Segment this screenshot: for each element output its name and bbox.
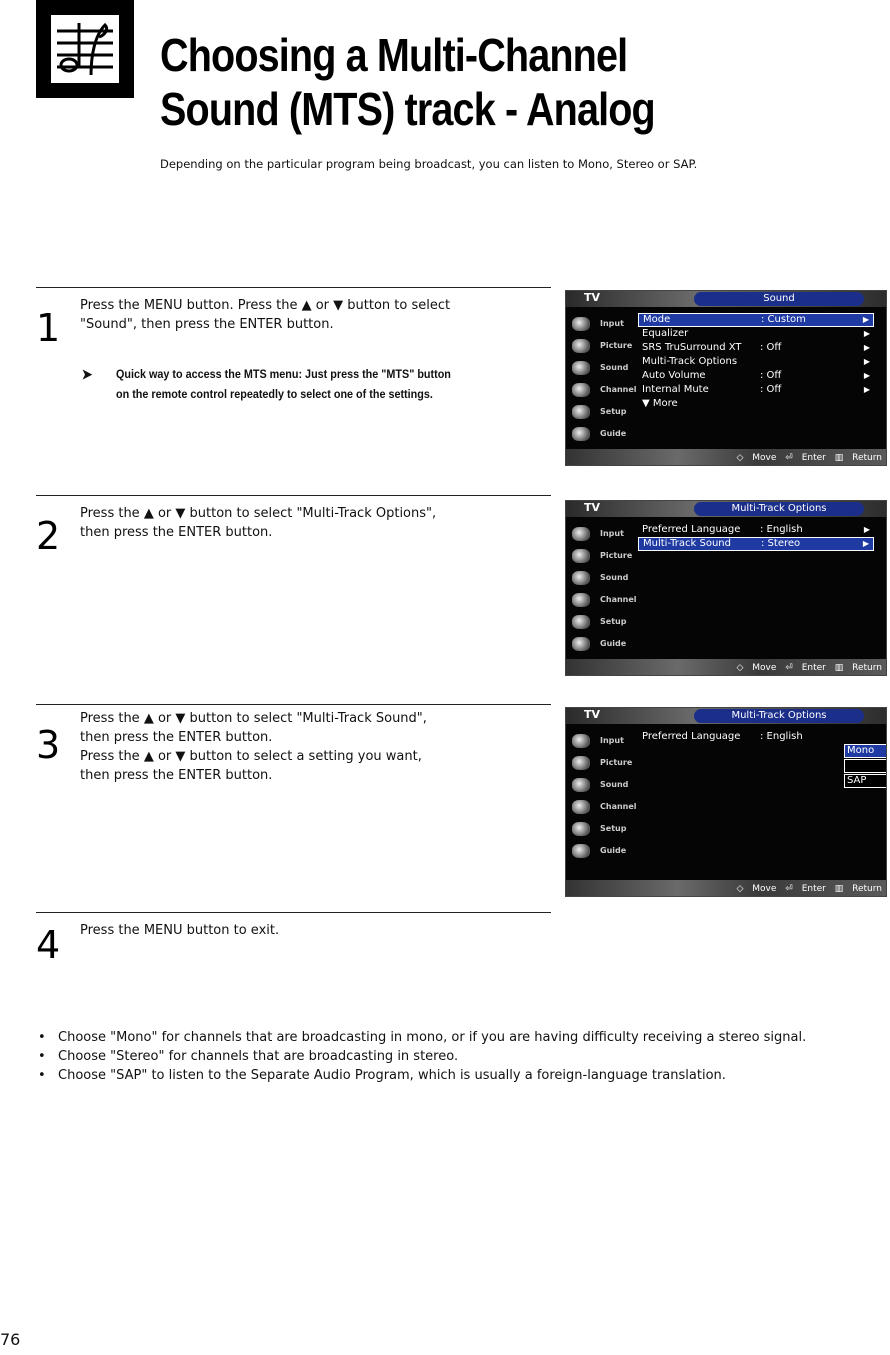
osd-item-label: Preferred Language (642, 731, 741, 742)
bullet-icon: • (38, 1049, 46, 1064)
osd-item-value: : Off (760, 384, 782, 395)
page-title (160, 28, 762, 136)
hint-label: Move (752, 663, 777, 673)
osd-item-label: Multi-Track Options (642, 356, 738, 367)
osd-side-input (570, 730, 636, 752)
music-note-icon (36, 0, 134, 98)
channel-icon (572, 383, 590, 397)
setup-icon (572, 405, 590, 419)
osd-item-label: Equalizer (642, 328, 689, 339)
right-arrow-icon: ▶ (862, 315, 869, 324)
osd-sidebar (570, 523, 636, 655)
step-line: "Sound", then press the ENTER button. (80, 317, 334, 332)
guide-icon (572, 844, 590, 858)
right-arrow-icon: ▶ (863, 371, 870, 380)
osd-side-label: Setup (600, 824, 627, 833)
osd-screen-sound (565, 290, 887, 466)
right-arrow-icon: ▶ (863, 329, 870, 338)
step-text (80, 709, 550, 785)
hint-label: Return (852, 884, 882, 894)
osd-side-input (570, 523, 636, 545)
hint-label: Move (752, 884, 777, 894)
osd-side-input (570, 313, 636, 335)
hint-label: Enter (801, 663, 826, 673)
osd-side-label: Input (600, 319, 624, 328)
right-arrow-icon: ▶ (863, 357, 870, 366)
osd-item-label: SRS TruSurround XT (642, 342, 742, 353)
title-line-1: Choosing a Multi-Channel (160, 29, 628, 81)
channel-icon (572, 800, 590, 814)
option-stereo[interactable] (844, 759, 887, 773)
osd-side-channel (570, 796, 636, 818)
setup-icon (572, 615, 590, 629)
step-2 (36, 495, 551, 676)
picture-icon (572, 549, 590, 563)
hint-label: Move (752, 453, 777, 463)
step-number: 4 (36, 923, 61, 967)
osd-side-label: Channel (600, 595, 637, 604)
tip-line: Quick way to access the MTS menu: Just press the "MTS" button (116, 367, 451, 381)
osd-side-label: Guide (600, 639, 627, 648)
sound-option-popup (844, 744, 887, 789)
osd-menu-item-multi-track[interactable] (638, 355, 874, 369)
osd-hints (730, 453, 882, 463)
note-text: Choose "SAP" to listen to the Separate Audio Program, which is usually a foreign-language translation. (58, 1068, 726, 1083)
pointer-arrow-icon: ➤ (81, 366, 93, 382)
osd-menu-item-preferred-language[interactable] (638, 523, 874, 537)
osd-item-label: Internal Mute (642, 384, 709, 395)
osd-side-setup (570, 818, 636, 840)
picture-icon (572, 339, 590, 353)
input-icon (572, 527, 590, 541)
enter-hint: ⏎ Enter (785, 663, 826, 673)
osd-menu-item-equalizer[interactable] (638, 327, 874, 341)
option-mono[interactable]: Mono (844, 744, 887, 758)
osd-heading: Sound (694, 292, 864, 306)
osd-bottom-bar (566, 659, 886, 675)
right-arrow-icon: ▶ (863, 343, 870, 352)
osd-side-channel (570, 589, 636, 611)
enter-hint: ⏎ Enter (785, 453, 826, 463)
osd-hints (730, 884, 882, 894)
osd-side-sound (570, 774, 636, 796)
osd-item-label: ▼ More (642, 398, 678, 409)
hint-label: Enter (801, 884, 826, 894)
note-text: Choose "Mono" for channels that are broadcasting in mono, or if you are having difficulty receiving a stereo signal. (58, 1030, 807, 1045)
step-text (80, 296, 550, 334)
step-line: then press the ENTER button. (80, 730, 273, 745)
osd-item-label: Multi-Track Sound (643, 538, 731, 549)
osd-menu-item-mode[interactable] (638, 313, 874, 327)
step-line: Press the ▲ or ▼ button to select a setting you want, (80, 749, 422, 764)
osd-top-bar (566, 291, 886, 307)
sound-icon (572, 778, 590, 792)
hint-label: Return (852, 663, 882, 673)
step-number: 1 (36, 306, 61, 350)
enter-hint: ⏎ Enter (785, 884, 826, 894)
osd-heading: Multi-Track Options (694, 709, 864, 723)
tip-note (81, 364, 512, 404)
right-arrow-icon: ▶ (863, 525, 870, 534)
osd-side-label: Guide (600, 429, 627, 438)
osd-side-sound (570, 567, 636, 589)
osd-item-label: Preferred Language (642, 524, 741, 535)
osd-sidebar (570, 313, 636, 445)
sound-icon (572, 571, 590, 585)
osd-side-label: Sound (600, 780, 629, 789)
subtitle: Depending on the particular program being broadcast, you can listen to Mono, Stereo or SAP. (160, 157, 698, 171)
osd-menu-list (638, 523, 874, 551)
osd-item-label: Auto Volume (642, 370, 706, 381)
osd-menu-item-internal-mute[interactable] (638, 383, 874, 397)
osd-side-label: Sound (600, 363, 629, 372)
osd-menu-item-multi-track-sound[interactable] (638, 537, 874, 551)
osd-menu-item-preferred-language[interactable] (638, 730, 874, 744)
note-item (36, 1047, 836, 1066)
right-arrow-icon: ▶ (862, 539, 869, 548)
guide-icon (572, 427, 590, 441)
osd-side-setup (570, 401, 636, 423)
osd-bottom-bar (566, 880, 886, 896)
osd-side-label: Guide (600, 846, 627, 855)
note-text: Choose "Stereo" for channels that are broadcasting in stereo. (58, 1049, 459, 1064)
osd-side-sound (570, 357, 636, 379)
return-hint: ▥ Return (834, 453, 882, 463)
bullet-icon: • (38, 1068, 46, 1083)
osd-side-guide (570, 633, 636, 655)
right-arrow-icon: ▶ (863, 385, 870, 394)
hint-label: Return (852, 453, 882, 463)
tip-line: on the remote control repeatedly to select one of the settings. (116, 387, 433, 401)
osd-side-picture (570, 752, 636, 774)
osd-menu-list (638, 730, 875, 786)
step-text (80, 921, 550, 940)
osd-item-value: : Off (760, 342, 782, 353)
step-number: 2 (36, 514, 61, 558)
note-item (36, 1028, 836, 1047)
step-4 (36, 912, 551, 983)
osd-screen-multi-track-sound (565, 707, 887, 897)
step-line: Press the ▲ or ▼ button to select "Multi-Track Options", (80, 506, 437, 521)
osd-tv-label: TV (584, 291, 601, 304)
osd-item-label: Mode (643, 314, 671, 325)
move-hint: ◇ Move (736, 884, 777, 894)
osd-item-value: : Off (760, 370, 782, 381)
notes-list (36, 1028, 836, 1085)
osd-side-label: Input (600, 529, 624, 538)
osd-item-value: : Custom (761, 314, 806, 325)
setup-icon (572, 822, 590, 836)
osd-side-channel (570, 379, 636, 401)
osd-top-bar (566, 501, 886, 517)
osd-side-label: Picture (600, 758, 633, 767)
osd-item-value: : Stereo (761, 538, 801, 549)
step-1 (36, 287, 551, 478)
osd-item-value: : English (760, 524, 803, 535)
page-number: 76 (0, 1330, 21, 1349)
osd-side-label: Picture (600, 341, 633, 350)
title-line-2: Sound (MTS) track - Analog (160, 83, 655, 135)
osd-sidebar (570, 730, 636, 862)
osd-side-guide (570, 840, 636, 862)
hint-label: Enter (801, 453, 826, 463)
step-3 (36, 704, 551, 895)
option-sap[interactable]: SAP (844, 774, 887, 788)
sound-icon (572, 361, 590, 375)
osd-menu-item-srs[interactable] (638, 341, 874, 355)
note-item (36, 1066, 836, 1085)
osd-item-value: : English (760, 731, 803, 742)
step-line: then press the ENTER button. (80, 525, 273, 540)
osd-menu-list (638, 313, 874, 411)
input-icon (572, 734, 590, 748)
step-text (80, 504, 550, 542)
osd-side-picture (570, 335, 636, 357)
move-hint: ◇ Move (736, 663, 777, 673)
osd-side-label: Picture (600, 551, 633, 560)
input-icon (572, 317, 590, 331)
osd-side-picture (570, 545, 636, 567)
osd-menu-item-auto-volume[interactable] (638, 369, 874, 383)
osd-side-guide (570, 423, 636, 445)
picture-icon (572, 756, 590, 770)
step-line: then press the ENTER button. (80, 768, 273, 783)
guide-icon (572, 637, 590, 651)
osd-side-label: Channel (600, 385, 637, 394)
osd-screen-multi-track-options (565, 500, 887, 676)
return-hint: ▥ Return (834, 884, 882, 894)
osd-bottom-bar (566, 449, 886, 465)
osd-menu-item-more[interactable] (638, 397, 874, 411)
osd-side-label: Input (600, 736, 624, 745)
step-line: Press the MENU button. Press the ▲ or ▼ button to select (80, 298, 451, 313)
osd-side-setup (570, 611, 636, 633)
osd-heading: Multi-Track Options (694, 502, 864, 516)
osd-side-label: Setup (600, 407, 627, 416)
channel-icon (572, 593, 590, 607)
osd-tv-label: TV (584, 708, 601, 721)
return-hint: ▥ Return (834, 663, 882, 673)
osd-tv-label: TV (584, 501, 601, 514)
osd-side-label: Setup (600, 617, 627, 626)
osd-top-bar (566, 708, 886, 724)
osd-hints (730, 663, 882, 673)
bullet-icon: • (38, 1030, 46, 1045)
step-line: Press the MENU button to exit. (80, 923, 280, 938)
step-line: Press the ▲ or ▼ button to select "Multi-Track Sound", (80, 711, 427, 726)
move-hint: ◇ Move (736, 453, 777, 463)
osd-side-label: Channel (600, 802, 637, 811)
step-number: 3 (36, 723, 61, 767)
osd-side-label: Sound (600, 573, 629, 582)
